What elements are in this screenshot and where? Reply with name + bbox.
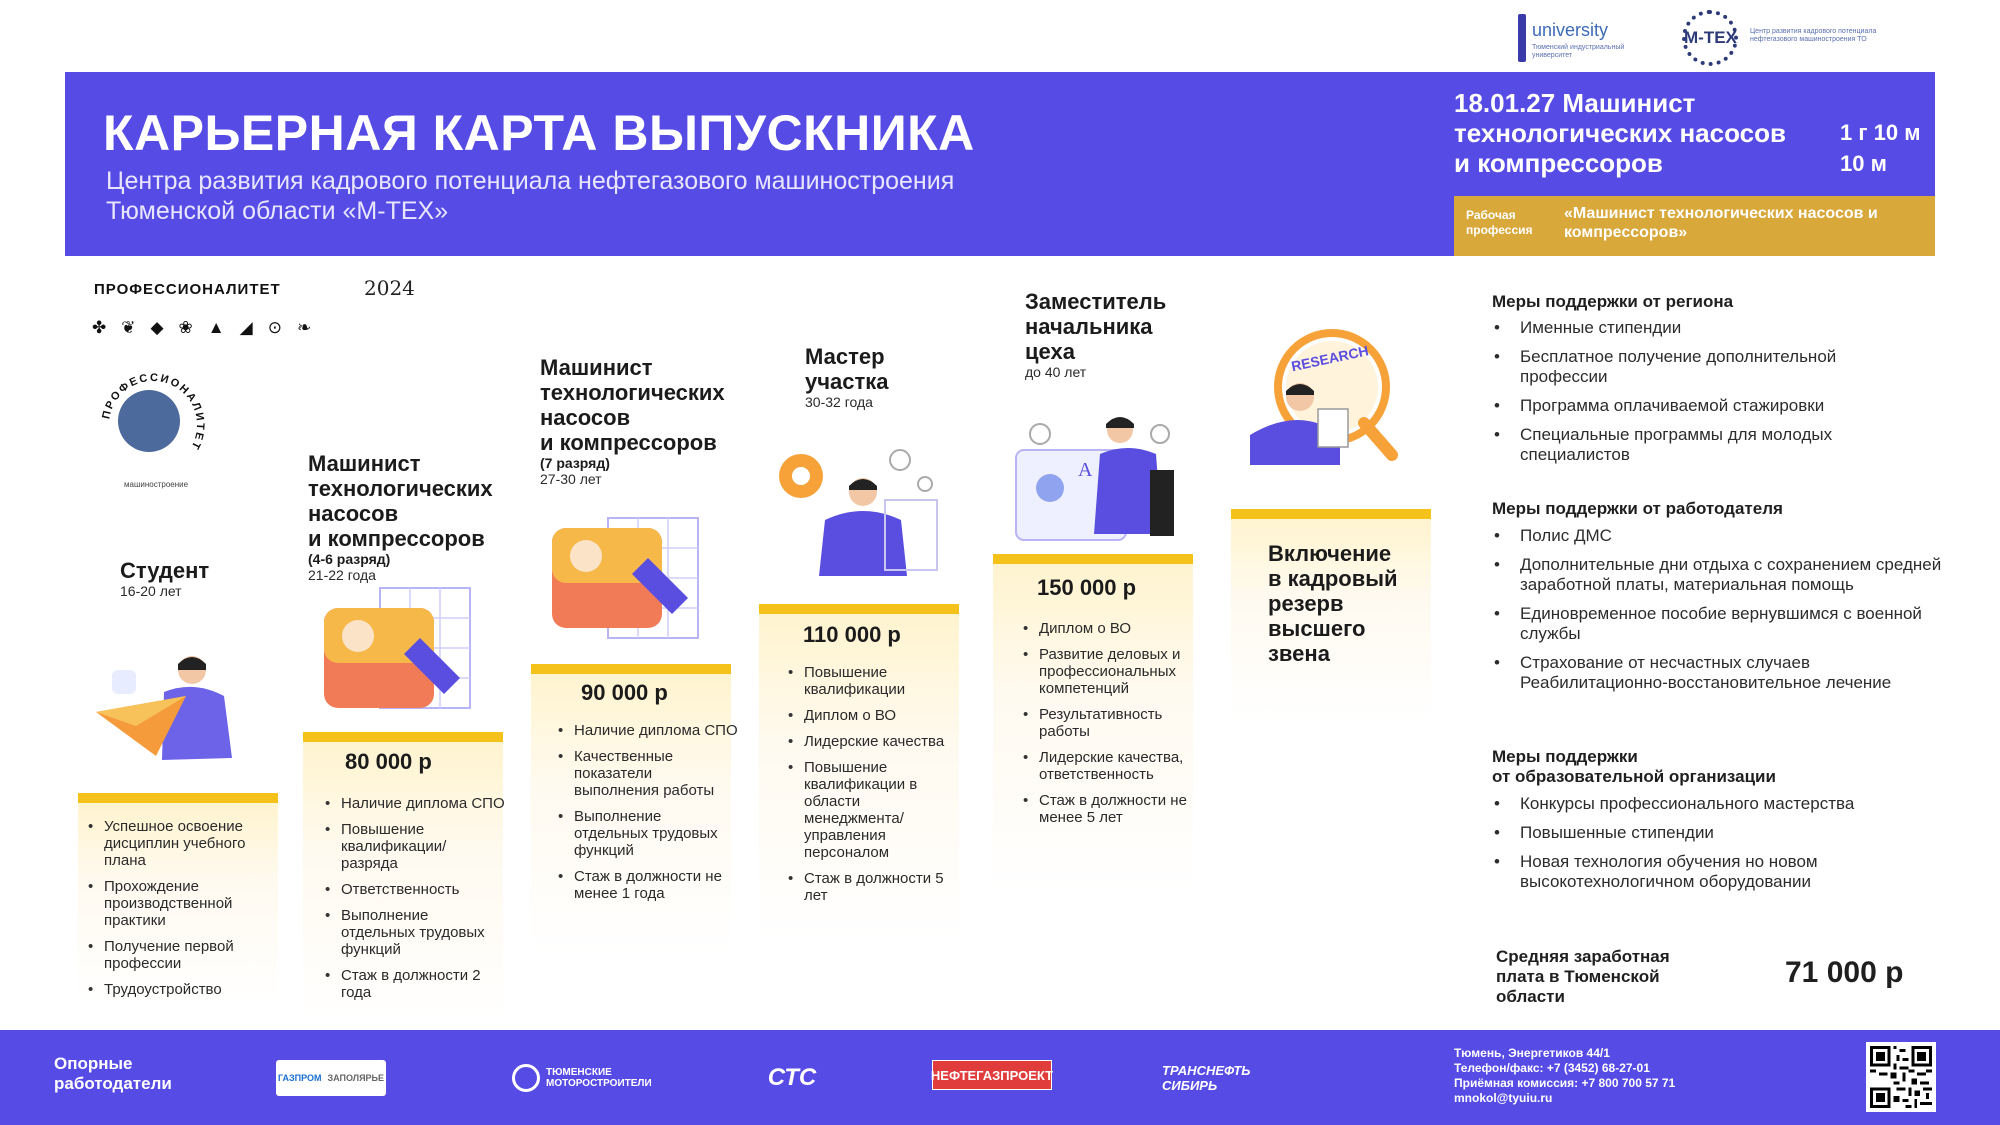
engineer-illustration-icon bbox=[548, 508, 708, 658]
contacts-block bbox=[1454, 1046, 1754, 1106]
average-salary-value: 71 000 р bbox=[1785, 956, 1904, 989]
employer-logo-neftegazproekt bbox=[932, 1060, 1052, 1090]
page-subtitle bbox=[106, 166, 1126, 226]
list-item: • Единовременное пособие вернувшимся с военной службы bbox=[1492, 604, 1942, 644]
step-deputy-salary: 150 000 р bbox=[1037, 575, 1137, 600]
step-age: 30-32 года bbox=[805, 394, 873, 410]
duration-line-2: 10 м bbox=[1840, 151, 1887, 176]
step-title-line: звена bbox=[1268, 641, 1330, 666]
list-item: • Повышенные стипендии bbox=[1492, 823, 1922, 843]
footer-label bbox=[54, 1054, 214, 1094]
step-foreman-requirements bbox=[788, 664, 958, 913]
step-title-line: участка bbox=[805, 369, 889, 394]
support-edu-title-line-2: от образовательной организации bbox=[1492, 767, 1776, 786]
foreman-illustration-icon bbox=[765, 440, 945, 590]
university-logo-subtext: Тюменский индустриальный университет bbox=[1532, 44, 1625, 59]
support-edu-title-line-1: Меры поддержки bbox=[1492, 747, 1638, 766]
list-item: • Успешное освоение дисциплин учебного плана bbox=[88, 818, 274, 869]
footer-label-line-2: работодатели bbox=[54, 1074, 172, 1093]
step-foreman-heading bbox=[805, 344, 889, 410]
badge-ring-text: ПРОФЕССИОНАЛИТЕТ bbox=[100, 371, 207, 453]
list-item: • Лидерские качества, ответственность bbox=[1023, 749, 1198, 783]
mtex-logo-subtext: Центр развития кадрового потенциала нефтегазового машиностроения ТО bbox=[1750, 28, 1877, 43]
professionalitet-wordmark: ПРОФЕССИОНАЛИТЕТ bbox=[94, 281, 281, 298]
contact-phone: Телефон/факс: +7 (3452) 68-27-01 bbox=[1454, 1061, 1650, 1075]
subtitle-line-2: Тюменской области «М-ТЕХ» bbox=[106, 197, 449, 225]
step-title-line: начальника bbox=[1025, 314, 1153, 339]
step-deputy-heading bbox=[1025, 289, 1166, 380]
profession-label-line-1: Рабочая bbox=[1466, 208, 1516, 222]
program-title bbox=[1454, 88, 1834, 178]
step-title-line: и компрессоров bbox=[308, 526, 485, 551]
step-title-line: Машинист bbox=[540, 355, 653, 380]
list-item: • Выполнение отдельных трудовых функций bbox=[558, 808, 738, 859]
professionalitet-badge bbox=[98, 370, 208, 480]
list-item: • Развитие деловых и профессиональных компетенций bbox=[1023, 646, 1198, 697]
step-foreman-salary: 110 000 р bbox=[803, 622, 901, 647]
list-item: • Диплом о ВО bbox=[1023, 620, 1198, 637]
step-title-line: Заместитель bbox=[1025, 289, 1167, 314]
list-item: • Выполнение отдельных трудовых функций bbox=[325, 907, 505, 958]
program-title-line-3: и компрессоров bbox=[1454, 148, 1663, 178]
step-title-line: Машинист bbox=[308, 451, 421, 476]
step-reserve-heading bbox=[1268, 541, 1398, 666]
list-item: • Стаж в должности 2 года bbox=[325, 967, 505, 1001]
list-item: • Бесплатное получение дополнительной профессии bbox=[1492, 347, 1912, 387]
step-operator-4-6-heading bbox=[308, 451, 493, 583]
research-illustration-icon bbox=[1240, 325, 1400, 475]
step-age: 27-30 лет bbox=[540, 471, 602, 487]
step-student-requirements bbox=[88, 818, 274, 1007]
neftegazproekt-logo-text: НЕФТЕГАЗПРОЕКТ bbox=[930, 1067, 1054, 1083]
contact-admission: Приёмная комиссия: +7 800 700 57 71 bbox=[1454, 1076, 1676, 1090]
step-age: 21-22 года bbox=[308, 567, 376, 583]
university-logo-text: university bbox=[1532, 20, 1609, 40]
list-item: • Наличие диплома СПО bbox=[325, 795, 505, 812]
list-item: • Трудоустройство bbox=[88, 981, 274, 998]
motor-logo-icon bbox=[512, 1064, 540, 1092]
step-deputy-bar bbox=[993, 554, 1193, 564]
university-mark-icon bbox=[1518, 14, 1526, 62]
step-operator-7-salary: 90 000 р bbox=[581, 680, 668, 705]
profession-label bbox=[1466, 208, 1556, 238]
list-item: • Повышение квалификации/ разряда bbox=[325, 821, 505, 872]
list-item: • Новая технология обучения но новом высокотехнологичном оборудовании bbox=[1492, 852, 1922, 892]
step-age: до 40 лет bbox=[1025, 364, 1087, 380]
support-employer-title: Меры поддержки от работодателя bbox=[1492, 499, 1783, 518]
support-edu-list bbox=[1492, 794, 1922, 901]
professionalitet-symbols-icon: ✤❦◆❀▲◢⊙❧ bbox=[92, 318, 327, 337]
list-item: • Получение первой профессии bbox=[88, 938, 274, 972]
university-logo bbox=[1518, 12, 1628, 64]
step-title-line: насосов bbox=[540, 405, 631, 430]
engineer-illustration-icon bbox=[320, 578, 480, 728]
step-title-line: в кадровый bbox=[1268, 566, 1398, 591]
list-item: • Именные стипендии bbox=[1492, 318, 1912, 338]
list-item: • Лидерские качества bbox=[788, 733, 958, 750]
program-title-line-1: 18.01.27 Машинист bbox=[1454, 88, 1696, 118]
support-employer-list bbox=[1492, 526, 1942, 702]
step-title-line: Включение bbox=[1268, 541, 1392, 566]
step-deputy-requirements bbox=[1023, 620, 1198, 835]
step-rank: (7 разряд) bbox=[540, 455, 610, 471]
contact-email[interactable]: mnokol@tyuiu.ru bbox=[1454, 1091, 1553, 1105]
step-title-line: цеха bbox=[1025, 339, 1075, 364]
employer-logo-motorostroiteli bbox=[512, 1060, 652, 1096]
list-item: • Повышение квалификации в области менеджмента/ управления персоналом bbox=[788, 759, 958, 861]
qr-code-icon[interactable] bbox=[1866, 1042, 1936, 1112]
list-item: • Дополнительные дни отдыха с сохранением средней заработной платы, материальная помощь bbox=[1492, 555, 1942, 595]
program-duration bbox=[1840, 117, 1920, 179]
support-region-title: Меры поддержки от региона bbox=[1492, 292, 1734, 311]
step-operator-4-6-requirements bbox=[325, 795, 505, 1010]
list-item: • Ответственность bbox=[325, 881, 505, 898]
list-item: • Страхование от несчастных случаев Реабилитационно-восстановительное лечение bbox=[1492, 653, 1942, 693]
list-item: • Стаж в должности не менее 1 года bbox=[558, 868, 738, 902]
step-title-line: технологических bbox=[540, 380, 725, 405]
transneft-logo-text: ТРАНСНЕФТЬ СИБИРЬ bbox=[1162, 1063, 1251, 1093]
footer-label-line-1: Опорные bbox=[54, 1054, 133, 1073]
subtitle-line-1: Центра развития кадрового потенциала нефтегазового машиностроения bbox=[106, 167, 955, 195]
list-item: • Стаж в должности 5 лет bbox=[788, 870, 958, 904]
step-foreman-bar bbox=[759, 604, 959, 614]
step-age: 16-20 лет bbox=[120, 583, 182, 599]
program-title-line-2: технологических насосов bbox=[1454, 118, 1786, 148]
step-title-line: Мастер bbox=[805, 344, 885, 369]
support-edu-title bbox=[1492, 747, 1776, 787]
duration-line-1: 1 г 10 м bbox=[1840, 120, 1921, 145]
list-item: • Программа оплачиваемой стажировки bbox=[1492, 396, 1912, 416]
list-item: • Результативность работы bbox=[1023, 706, 1198, 740]
step-student-bar bbox=[78, 793, 278, 803]
step-rank: (4-6 разряд) bbox=[308, 551, 391, 567]
motorostroiteli-logo-text: ТЮМЕНСКИЕ МОТОРОСТРОИТЕЛИ bbox=[546, 1067, 652, 1089]
employer-logo-gazprom bbox=[276, 1060, 386, 1096]
qr-code-pattern-icon bbox=[1870, 1046, 1932, 1108]
student-illustration-icon bbox=[92, 652, 252, 772]
list-item: • Специальные программы для молодых специалистов bbox=[1492, 425, 1912, 465]
step-operator-4-6-bar bbox=[303, 732, 503, 742]
average-salary-label: Средняя заработная плата в Тюменской области bbox=[1496, 947, 1670, 1006]
step-title-line: резерв bbox=[1268, 591, 1344, 616]
mtex-logo bbox=[1680, 8, 1900, 68]
step-title-line: и компрессоров bbox=[540, 430, 717, 455]
contact-address: Тюмень, Энергетиков 44/1 bbox=[1454, 1046, 1610, 1060]
step-operator-4-6-salary: 80 000 р bbox=[345, 749, 432, 774]
step-title-line: насосов bbox=[308, 501, 399, 526]
step-title-line: технологических bbox=[308, 476, 493, 501]
svg-text:A: A bbox=[1078, 459, 1093, 481]
step-student-heading bbox=[120, 558, 209, 599]
list-item: • Качественные показатели выполнения работы bbox=[558, 748, 738, 799]
sts-logo-text: СТС bbox=[767, 1064, 817, 1091]
research-label: RESEARCH bbox=[1289, 342, 1370, 375]
support-region-list bbox=[1492, 318, 1912, 474]
professionalitet-year: 2024 bbox=[364, 276, 415, 300]
list-item: • Полис ДМС bbox=[1492, 526, 1942, 546]
deputy-illustration-icon bbox=[1010, 410, 1180, 550]
list-item: • Наличие диплома СПО bbox=[558, 722, 738, 739]
step-operator-7-heading bbox=[540, 355, 725, 487]
step-title: Студент bbox=[120, 558, 210, 583]
list-item: • Диплом о ВО bbox=[788, 707, 958, 724]
page-title: КАРЬЕРНАЯ КАРТА ВЫПУСКНИКА bbox=[103, 105, 975, 161]
profession-text: «Машинист технологических насосов и компрессоров» bbox=[1564, 205, 1878, 241]
list-item: • Повышение квалификации bbox=[788, 664, 958, 698]
zapolyarye-logo-text: ЗАПОЛЯРЬЕ bbox=[327, 1073, 385, 1083]
list-item: • Прохождение производственной практики bbox=[88, 878, 274, 929]
step-operator-7-requirements bbox=[558, 722, 738, 911]
mtex-logo-text: М-ТЕХ bbox=[1684, 28, 1737, 47]
step-reserve-bar bbox=[1231, 509, 1431, 519]
employer-logo-transneft bbox=[1162, 1060, 1292, 1096]
list-item: • Конкурсы профессионального мастерства bbox=[1492, 794, 1922, 814]
employer-logo-sts bbox=[757, 1060, 827, 1096]
professionalitet-badge-subtext: машиностроение bbox=[124, 480, 189, 489]
profession-label-line-2: профессия bbox=[1466, 223, 1533, 237]
step-title-line: высшего bbox=[1268, 616, 1366, 641]
list-item: • Стаж в должности не менее 5 лет bbox=[1023, 792, 1198, 826]
step-operator-7-bar bbox=[531, 664, 731, 674]
badge-circle-icon bbox=[118, 390, 180, 452]
gazprom-logo-text: ГАЗПРОМ bbox=[277, 1073, 322, 1083]
